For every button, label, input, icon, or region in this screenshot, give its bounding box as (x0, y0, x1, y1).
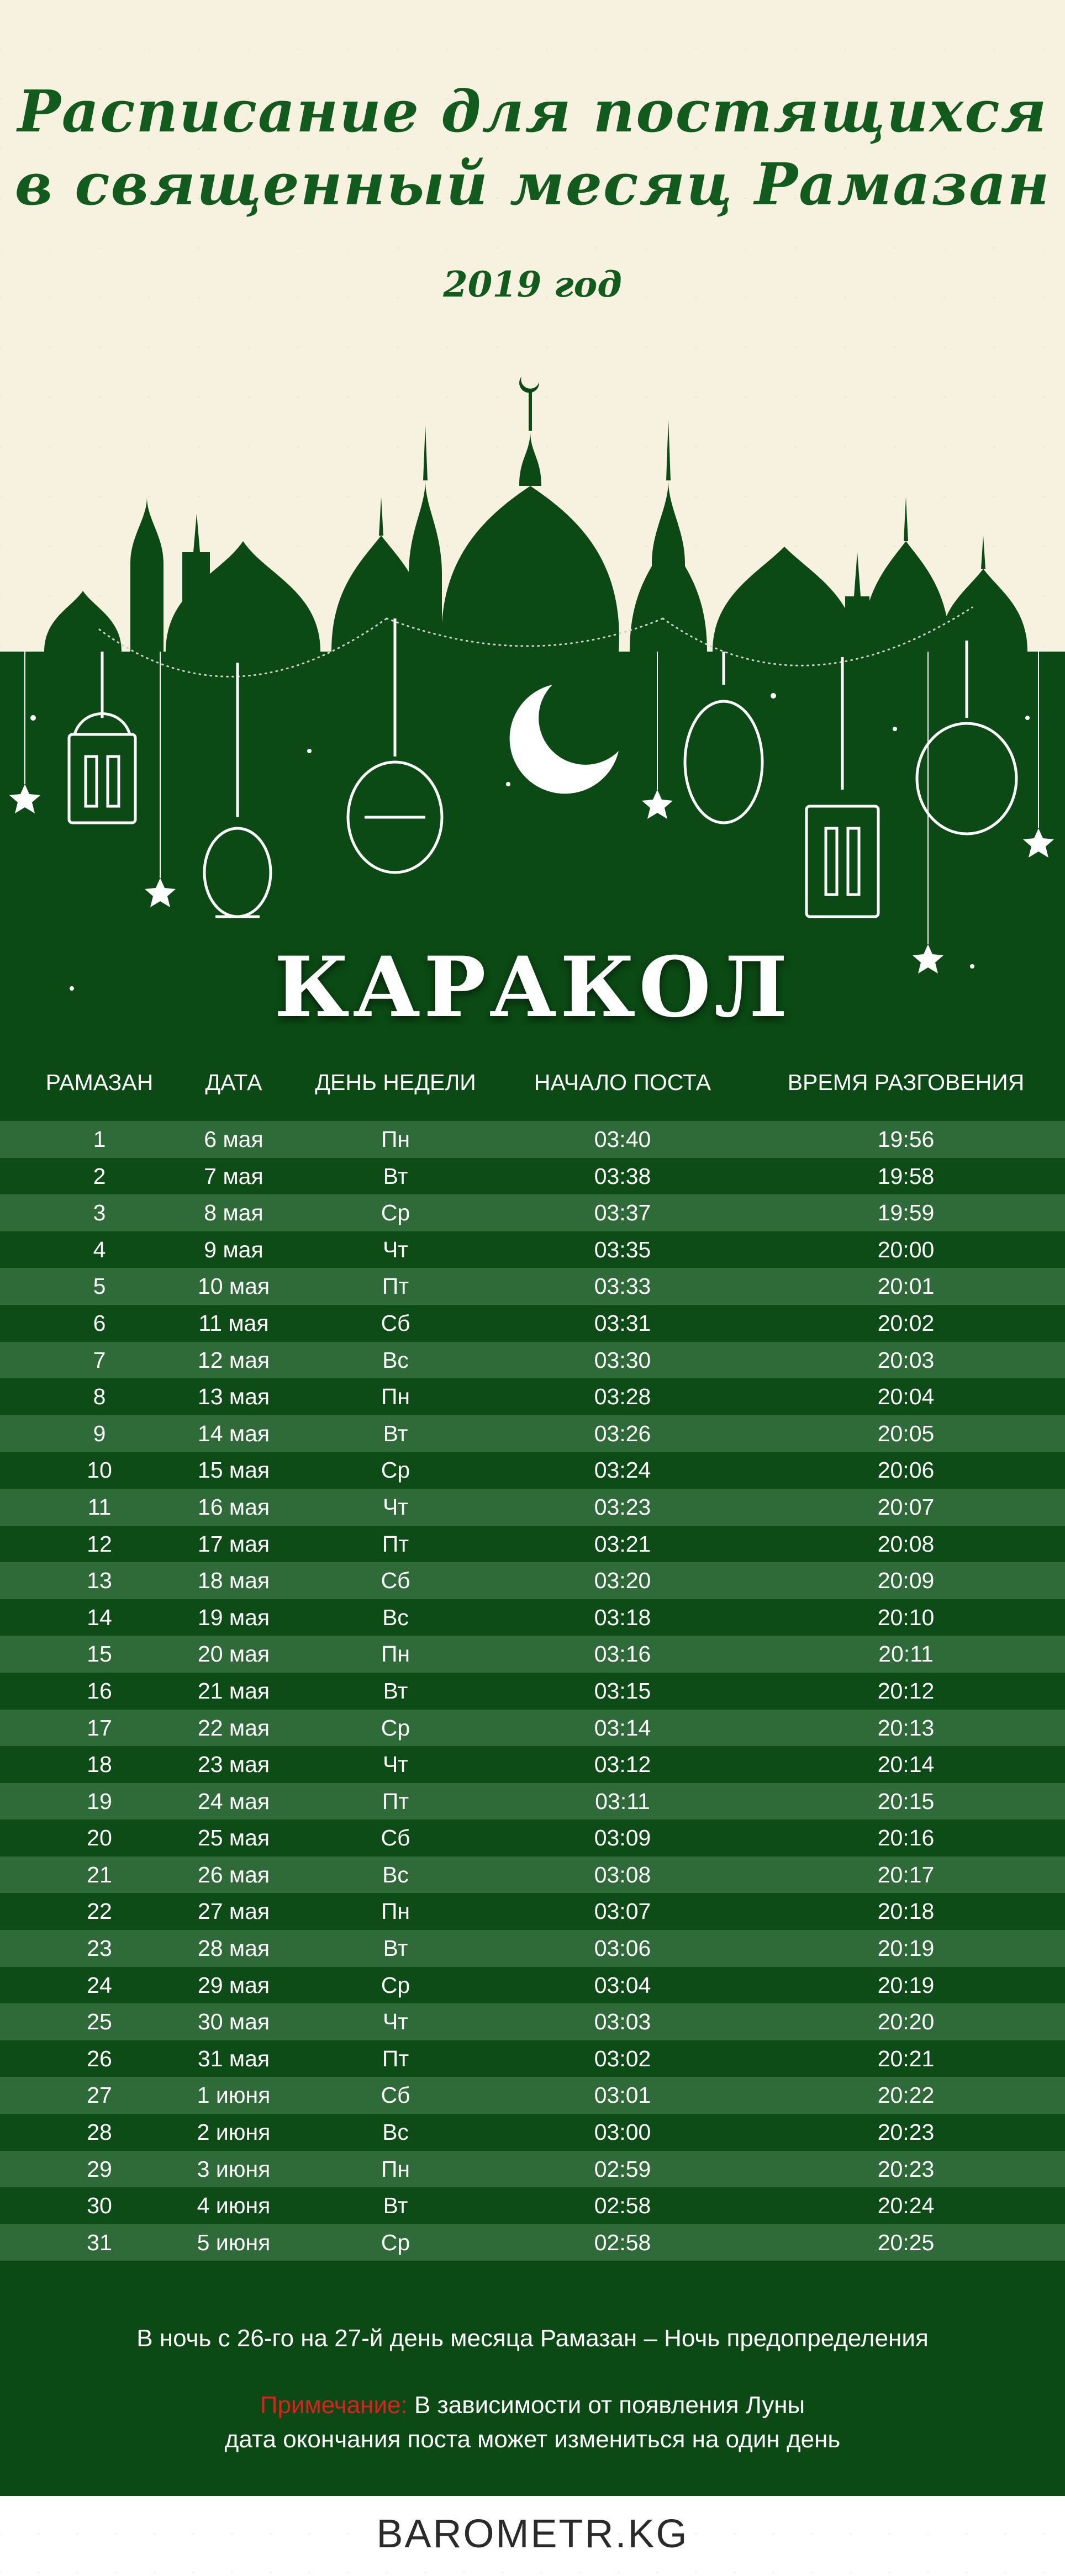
cell-date: 20 мая (197, 1641, 270, 1667)
cell-fast-start: 03:24 (594, 1457, 651, 1483)
cell-weekday: Вс (382, 1861, 409, 1887)
header-ramadan: РАМАЗАН (45, 1070, 154, 1095)
table-row (0, 1231, 1065, 1268)
header-weekday: ДЕНЬ НЕДЕЛИ (315, 1070, 476, 1095)
cell-iftar-time: 20:22 (877, 2082, 935, 2108)
cell-weekday: Сб (381, 1568, 410, 1594)
table-row (0, 1194, 1065, 1231)
note-text-line2: дата окончания поста может измениться на один день (224, 2426, 841, 2453)
cell-date: 14 мая (197, 1420, 270, 1446)
cell-weekday: Вс (382, 2119, 409, 2145)
cell-ramadan-day: 11 (87, 1494, 112, 1520)
cell-iftar-time: 20:03 (877, 1347, 935, 1373)
cell-ramadan-day: 4 (93, 1236, 106, 1262)
cell-iftar-time: 19:58 (877, 1163, 935, 1189)
cell-iftar-time: 20:01 (877, 1273, 935, 1299)
cell-iftar-time: 20:19 (877, 1935, 935, 1961)
cell-date: 25 мая (197, 1825, 270, 1851)
cell-iftar-time: 20:19 (877, 1972, 935, 1998)
cell-fast-start: 03:26 (594, 1420, 651, 1446)
cell-weekday: Пн (381, 2156, 410, 2182)
cell-weekday: Пт (382, 1273, 409, 1299)
cell-ramadan-day: 14 (87, 1604, 112, 1630)
cell-weekday: Чт (382, 1236, 409, 1262)
cell-iftar-time: 20:25 (877, 2229, 935, 2255)
cell-date: 22 мая (197, 1715, 270, 1741)
cell-ramadan-day: 13 (87, 1568, 112, 1594)
cell-weekday: Вт (383, 1935, 408, 1961)
cell-iftar-time: 20:17 (877, 1861, 935, 1887)
cell-fast-start: 03:37 (594, 1200, 651, 1226)
cell-ramadan-day: 19 (87, 1788, 112, 1814)
cell-weekday: Пн (381, 1641, 410, 1667)
cell-ramadan-day: 15 (87, 1641, 112, 1667)
cell-weekday: Сб (381, 1310, 410, 1336)
cell-weekday: Ср (381, 2229, 410, 2255)
cell-iftar-time: 20:00 (877, 1236, 935, 1262)
table-row (0, 1268, 1065, 1305)
cell-fast-start: 03:08 (594, 1861, 651, 1887)
cell-iftar-time: 20:12 (877, 1678, 935, 1704)
cell-ramadan-day: 8 (93, 1384, 106, 1410)
table-row (0, 1378, 1065, 1415)
cell-weekday: Пн (381, 1898, 410, 1924)
cell-ramadan-day: 28 (87, 2119, 112, 2145)
cell-iftar-time: 20:14 (877, 1752, 935, 1778)
cell-fast-start: 03:03 (594, 2009, 651, 2035)
cell-ramadan-day: 6 (93, 1310, 106, 1336)
cell-date: 4 июня (197, 2193, 271, 2219)
cell-fast-start: 03:11 (595, 1788, 650, 1814)
table-row (0, 2040, 1065, 2077)
cell-ramadan-day: 23 (87, 1935, 112, 1961)
cell-fast-start: 03:28 (594, 1384, 651, 1410)
cell-iftar-time: 20:18 (877, 1898, 935, 1924)
cell-weekday: Чт (382, 1752, 409, 1778)
cell-fast-start: 03:01 (594, 2082, 651, 2108)
cell-date: 23 мая (197, 1752, 270, 1778)
table-row (0, 1819, 1065, 1856)
cell-date: 24 мая (197, 1788, 270, 1814)
note-text-line1: В зависимости от появления Луны (407, 2392, 805, 2419)
table-row (0, 1342, 1065, 1379)
cell-iftar-time: 20:11 (878, 1641, 934, 1667)
table-row (0, 1562, 1065, 1599)
cell-iftar-time: 20:04 (877, 1384, 935, 1410)
cell-ramadan-day: 22 (87, 1898, 112, 1924)
cell-weekday: Вт (383, 1678, 408, 1704)
cell-ramadan-day: 10 (87, 1457, 112, 1483)
cell-date: 2 июня (197, 2119, 271, 2145)
table-row (0, 1599, 1065, 1636)
cell-iftar-time: 20:09 (877, 1568, 935, 1594)
cell-iftar-time: 20:05 (877, 1420, 935, 1446)
note-label: Примечание: (260, 2392, 408, 2419)
cell-iftar-time: 20:24 (877, 2193, 935, 2219)
cell-fast-start: 03:06 (594, 1935, 651, 1961)
cell-iftar-time: 19:56 (877, 1126, 935, 1152)
cell-weekday: Сб (381, 1825, 410, 1851)
footer (0, 2496, 1065, 2576)
cell-ramadan-day: 3 (93, 1200, 106, 1226)
cell-iftar-time: 20:06 (877, 1457, 935, 1483)
cell-date: 3 июня (197, 2156, 271, 2182)
cell-ramadan-day: 31 (87, 2229, 112, 2255)
cell-ramadan-day: 17 (87, 1715, 112, 1741)
cell-iftar-time: 19:59 (877, 1200, 935, 1226)
cell-date: 18 мая (197, 1568, 270, 1594)
cell-ramadan-day: 7 (93, 1347, 106, 1373)
table-row (0, 1967, 1065, 2004)
cell-fast-start: 03:23 (594, 1494, 651, 1520)
cell-weekday: Ср (381, 1972, 410, 1998)
header-fast-start: НАЧАЛО ПОСТА (534, 1070, 711, 1095)
table-row (0, 1636, 1065, 1673)
cell-fast-start: 03:38 (594, 1163, 651, 1189)
cell-fast-start: 03:20 (594, 1568, 651, 1594)
table-row (0, 1415, 1065, 1452)
cell-ramadan-day: 21 (87, 1861, 112, 1887)
table-row (0, 1783, 1065, 1820)
city-name: КАРАКОЛ (274, 939, 791, 1036)
cell-date: 11 мая (198, 1310, 269, 1336)
cell-iftar-time: 20:07 (877, 1494, 935, 1520)
cell-fast-start: 03:35 (594, 1236, 651, 1262)
title-line-1: Расписание для постящихся (17, 77, 1048, 145)
cell-ramadan-day: 1 (93, 1126, 106, 1152)
cell-fast-start: 03:15 (594, 1678, 651, 1704)
night-of-destiny-note: В ночь с 26-го на 27-й день месяца Рамазан – Ночь предопределения (136, 2325, 929, 2352)
cell-date: 28 мая (197, 1935, 270, 1961)
cell-date: 26 мая (197, 1861, 270, 1887)
cell-iftar-time: 20:08 (877, 1531, 935, 1557)
cell-ramadan-day: 30 (87, 2193, 112, 2219)
table-row (0, 2187, 1065, 2224)
cell-weekday: Ср (381, 1457, 410, 1483)
cell-date: 10 мая (197, 1273, 270, 1299)
cell-weekday: Чт (382, 1494, 409, 1520)
table-row (0, 2114, 1065, 2151)
cell-weekday: Чт (382, 2009, 409, 2035)
table-row (0, 1121, 1065, 1158)
cell-date: 12 мая (197, 1347, 270, 1373)
cell-fast-start: 03:00 (594, 2119, 651, 2145)
header-date: ДАТА (205, 1070, 262, 1095)
cell-ramadan-day: 25 (87, 2009, 112, 2035)
cell-ramadan-day: 26 (87, 2045, 112, 2071)
table-row (0, 1158, 1065, 1195)
header-iftar-time: ВРЕМЯ РАЗГОВЕНИЯ (787, 1070, 1025, 1095)
table-row (0, 1893, 1065, 1930)
cell-fast-start: 03:18 (594, 1604, 651, 1630)
cell-ramadan-day: 24 (87, 1972, 112, 1998)
table-row (0, 2151, 1065, 2188)
cell-ramadan-day: 16 (87, 1678, 112, 1704)
cell-date: 31 мая (197, 2045, 270, 2071)
cell-date: 16 мая (197, 1494, 270, 1520)
table-row (0, 2003, 1065, 2040)
cell-ramadan-day: 12 (87, 1531, 112, 1557)
cell-fast-start: 03:09 (594, 1825, 651, 1851)
cell-ramadan-day: 18 (87, 1752, 112, 1778)
cell-iftar-time: 20:13 (877, 1715, 935, 1741)
cell-iftar-time: 20:23 (877, 2119, 935, 2145)
cell-ramadan-day: 27 (87, 2082, 112, 2108)
cell-fast-start: 03:30 (594, 1347, 651, 1373)
brand-logo-text: BAROMETR.KG (376, 2512, 689, 2556)
cell-fast-start: 03:21 (594, 1531, 651, 1557)
cell-fast-start: 03:07 (594, 1898, 651, 1924)
title-line-2: в священный месяц Рамазан (14, 150, 1051, 218)
cell-weekday: Пт (382, 2045, 409, 2071)
cell-iftar-time: 20:16 (877, 1825, 935, 1851)
cell-date: 21 мая (197, 1678, 270, 1704)
cell-fast-start: 03:33 (594, 1273, 651, 1299)
table-row (0, 1305, 1065, 1342)
cell-weekday: Пн (381, 1384, 410, 1410)
cell-weekday: Вт (383, 2193, 408, 2219)
cell-fast-start: 03:12 (594, 1752, 651, 1778)
cell-weekday: Пт (382, 1531, 409, 1557)
cell-date: 27 мая (197, 1898, 270, 1924)
cell-date: 17 мая (197, 1531, 270, 1557)
cell-weekday: Ср (381, 1200, 410, 1226)
cell-iftar-time: 20:21 (877, 2045, 935, 2071)
table-row (0, 2077, 1065, 2114)
cell-ramadan-day: 9 (93, 1420, 106, 1446)
moon-note (0, 2388, 1065, 2457)
cell-fast-start: 02:58 (594, 2229, 651, 2255)
cell-weekday: Сб (381, 2082, 410, 2108)
cell-date: 1 июня (197, 2082, 271, 2108)
cell-fast-start: 03:04 (594, 1972, 651, 1998)
cell-fast-start: 03:31 (594, 1310, 651, 1336)
cell-iftar-time: 20:20 (877, 2009, 935, 2035)
table-row (0, 1746, 1065, 1783)
cell-ramadan-day: 5 (93, 1273, 106, 1299)
cell-weekday: Вс (382, 1347, 409, 1373)
cell-fast-start: 03:02 (594, 2045, 651, 2071)
cell-weekday: Пн (381, 1126, 410, 1152)
cell-date: 7 мая (204, 1163, 263, 1189)
cell-iftar-time: 20:10 (877, 1604, 935, 1630)
cell-ramadan-day: 2 (93, 1163, 106, 1189)
schedule-table (0, 1121, 1065, 2261)
cell-fast-start: 03:16 (594, 1641, 651, 1667)
cell-date: 30 мая (197, 2009, 270, 2035)
cell-date: 29 мая (197, 1972, 270, 1998)
cell-date: 13 мая (197, 1384, 270, 1410)
cell-ramadan-day: 29 (87, 2156, 112, 2182)
cell-fast-start: 03:14 (594, 1715, 651, 1741)
cell-date: 15 мая (197, 1457, 270, 1483)
cell-fast-start: 03:40 (594, 1126, 651, 1152)
cell-date: 8 мая (204, 1200, 263, 1226)
cell-ramadan-day: 20 (87, 1825, 112, 1851)
table-row (0, 1526, 1065, 1563)
table-row (0, 1673, 1065, 1710)
table-row (0, 2224, 1065, 2261)
cell-weekday: Пт (382, 1788, 409, 1814)
cell-weekday: Вт (383, 1420, 408, 1446)
cell-fast-start: 02:59 (594, 2156, 651, 2182)
cell-iftar-time: 20:02 (877, 1310, 935, 1336)
table-row (0, 1710, 1065, 1747)
cell-weekday: Вс (382, 1604, 409, 1630)
cell-date: 9 мая (204, 1236, 263, 1262)
cell-weekday: Ср (381, 1715, 410, 1741)
table-row (0, 1856, 1065, 1893)
cell-iftar-time: 20:23 (877, 2156, 935, 2182)
table-header (0, 1066, 1065, 1099)
cell-date: 5 июня (197, 2229, 271, 2255)
cell-weekday: Вт (383, 1163, 408, 1189)
cell-fast-start: 02:58 (594, 2193, 651, 2219)
table-row (0, 1489, 1065, 1526)
cell-iftar-time: 20:15 (877, 1788, 935, 1814)
cell-date: 19 мая (197, 1604, 270, 1630)
table-row (0, 1930, 1065, 1967)
table-row (0, 1452, 1065, 1489)
year-label: 2019 год (443, 264, 622, 305)
cell-date: 6 мая (204, 1126, 263, 1152)
